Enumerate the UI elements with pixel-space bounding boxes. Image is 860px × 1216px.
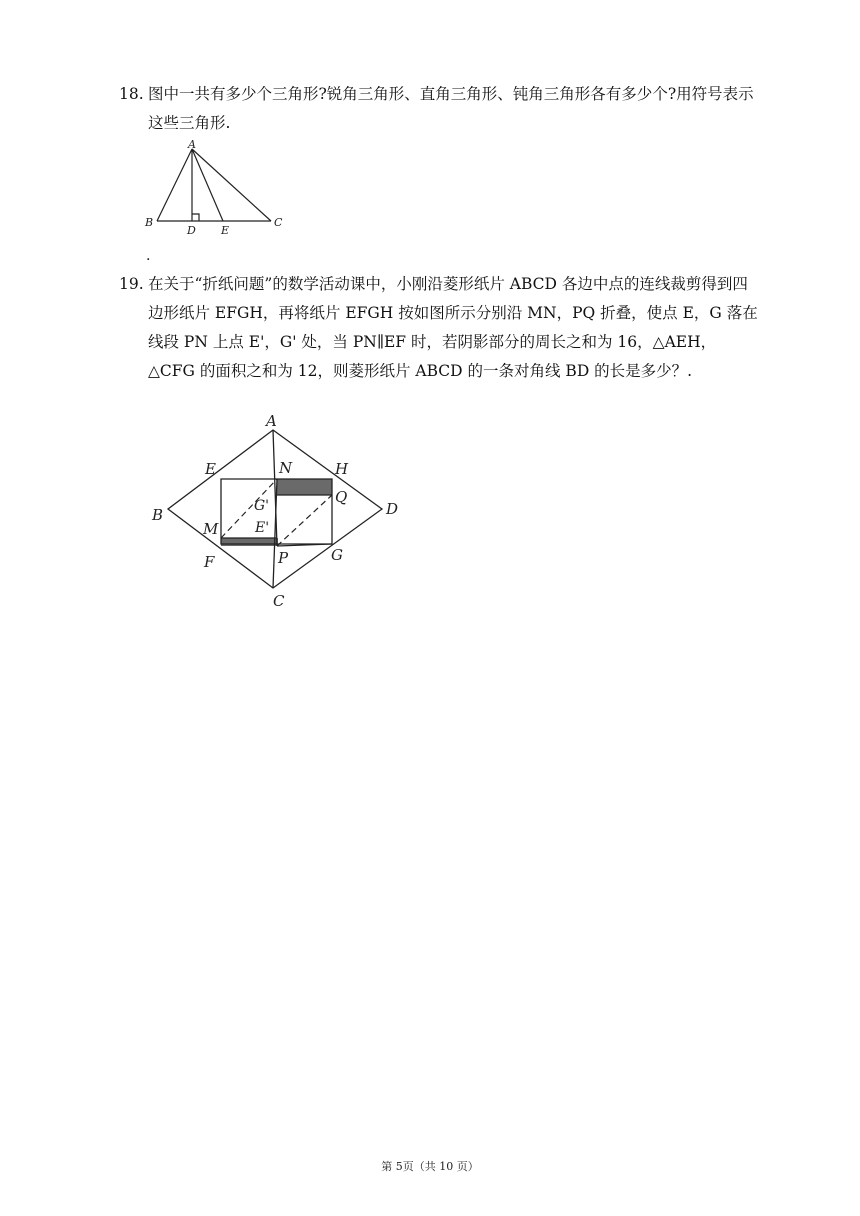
label-B: B [145, 216, 154, 229]
question-number: 18. [119, 85, 144, 103]
shaded-rect-upper [277, 479, 332, 495]
label-C: C [274, 216, 283, 229]
triangle-figure [140, 138, 300, 238]
question-19 [119, 270, 759, 386]
question-18 [119, 80, 759, 138]
shaded-rect-lower [221, 538, 278, 546]
segment-AC [192, 149, 271, 221]
label-G: G [331, 546, 343, 564]
label-D: D [386, 500, 399, 518]
label-E-prime: E' [255, 520, 270, 536]
segment-AE [192, 149, 223, 221]
trailing-period: . [146, 248, 151, 264]
question-number: 19. [119, 275, 144, 293]
label-P: P [278, 549, 289, 567]
page-footer: 第 5页（共 10 页） [381, 1160, 479, 1173]
label-B: B [152, 506, 164, 524]
label-D: D [187, 224, 196, 237]
label-Q: Q [335, 488, 348, 506]
label-M: M [203, 520, 219, 538]
dashed-fold-PQ [277, 495, 332, 546]
label-H: H [335, 460, 349, 478]
label-C: C [273, 592, 285, 610]
segment-AB [157, 149, 192, 221]
label-F: F [204, 553, 215, 571]
label-A: A [266, 412, 277, 430]
label-E: E [221, 224, 230, 237]
rhombus-ABCD [168, 430, 382, 588]
right-angle-mark [192, 214, 199, 221]
label-G-prime: G' [254, 498, 270, 514]
label-A: A [188, 138, 196, 151]
rhombus-folding-figure [140, 410, 420, 610]
question-text: 图中一共有多少个三角形?锐角三角形、直角三角形、钝角三角形各有多少个?用符号表示这些三角形. [148, 85, 754, 132]
question-text: 在关于“折纸问题”的数学活动课中，小刚沿菱形纸片 ABCD 各边中点的连线裁剪得到四边形纸片 EFGH，再将纸片 EFGH 按如图所示分别沿 MN，PQ 折叠，使点 E，G 落在线段 PN 上点 E'，G' 处，当 PN∥EF 时，若阴影部分的周长之和为 16，△AEH，△CFG 的面积之和为 12，则菱形纸片 ABCD 的一条对角线 BD 的长是多少？. [148, 275, 758, 380]
label-N: N [279, 459, 293, 477]
label-E: E [205, 460, 216, 478]
